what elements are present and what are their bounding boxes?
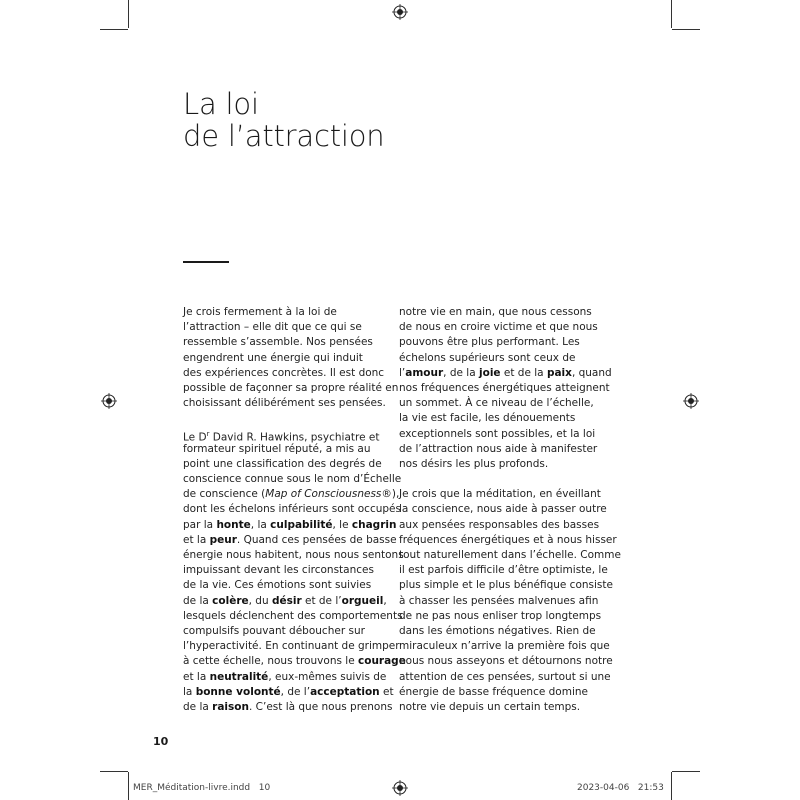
text-line: l’amour, de la joie et de la paix, quand: [399, 366, 612, 379]
keyword: bonne volonté: [195, 685, 281, 698]
keyword: honte: [216, 518, 251, 531]
text-line: à chasser les pensées malvenues afin: [399, 594, 599, 607]
text-line: de conscience (Map of Consciousness®),: [183, 488, 400, 501]
text-line: un sommet. À ce niveau de l’échelle,: [399, 397, 594, 410]
registration-mark-icon: [392, 780, 408, 796]
keyword: peur: [209, 533, 237, 546]
keyword: acceptation: [310, 685, 380, 698]
keyword: orgueil: [341, 594, 384, 607]
crop-mark: [128, 772, 129, 800]
slug-timestamp: 2023-04-06 21:53: [577, 783, 664, 793]
crop-mark: [128, 0, 129, 28]
text-line: il est parfois difficile d’être optimiste, le: [399, 564, 608, 577]
text-line: et la neutralité, eux-mêmes suivis de: [183, 670, 387, 683]
text-line: notre vie depuis un certain temps.: [399, 700, 581, 713]
text-line: Le $D^r$ David R. Hawkins, psychiatre et: [183, 429, 380, 443]
text-line: engendrent une énergie qui induit: [183, 351, 363, 364]
crop-mark: [672, 771, 700, 772]
text-line: de la colère, du désir et de l’orgueil,: [183, 594, 387, 607]
keyword: joie: [479, 366, 501, 379]
keyword: amour: [405, 366, 444, 379]
text-line: échelons supérieurs sont ceux de: [399, 351, 576, 364]
text-line: des expériences concrètes. Il est donc: [183, 366, 385, 379]
text-line: plus simple et le plus bénéfique consiste: [399, 579, 613, 592]
keyword: courage: [358, 655, 406, 668]
text-line: Je crois que la méditation, en éveillant: [399, 488, 601, 501]
text-line: point une classification des degrés de: [183, 457, 382, 470]
text-line: la vie est facile, les dénouements: [399, 412, 576, 425]
crop-mark: [100, 771, 128, 772]
text-line: de l’attraction nous aide à manifester: [399, 442, 598, 455]
crop-mark: [672, 29, 700, 30]
text-line: nos fréquences énergétiques atteignent: [399, 381, 610, 394]
keyword: désir: [271, 594, 302, 607]
text-line: formateur spirituel réputé, a mis au: [183, 442, 371, 455]
text-line: de nous en croire victime et que nous: [399, 321, 598, 334]
crop-mark: [100, 29, 128, 30]
title-line: La loi: [183, 87, 259, 121]
slug-file: MER_Méditation-livre.indd 10: [133, 783, 271, 793]
keyword: colère: [212, 594, 249, 607]
text-line: Je crois fermement à la loi de: [183, 306, 337, 318]
text-line: dont les échelons inférieurs sont occupés: [183, 503, 401, 516]
text-line: nous nous asseyons et détournons notre: [399, 655, 613, 668]
text-line: de la raison. C’est là que nous prenons: [183, 700, 393, 713]
title-line: de l’attraction: [183, 119, 385, 153]
keyword: paix: [546, 366, 572, 379]
text-line: compulsifs pouvant déboucher sur: [183, 624, 365, 637]
text-line: de la vie. Ces émotions sont suivies: [183, 579, 372, 592]
text-line: lesquels déclenchent des comportements: [183, 609, 403, 622]
text-line: la bonne volonté, de l’acceptation et: [183, 685, 394, 698]
registration-mark-icon: [101, 393, 117, 409]
keyword: neutralité: [209, 670, 269, 683]
page-title: [183, 88, 384, 152]
text-line: pouvons être plus performant. Les: [399, 336, 580, 349]
text-line: et la peur. Quand ces pensées de basse: [183, 533, 397, 546]
text-line: nos désirs les plus profonds.: [399, 457, 549, 470]
keyword: raison: [212, 700, 249, 713]
text-line: énergie de basse fréquence domine: [399, 685, 588, 698]
text-line: dans les émotions négatives. Rien de: [399, 624, 596, 637]
left-column: [183, 305, 406, 715]
text-line: choisissant délibérément ses pensées.: [183, 397, 386, 410]
text-line: attention de ces pensées, surtout si une: [399, 670, 611, 683]
text-line: impuissant devant les circonstances: [183, 564, 374, 577]
text-line: énergie nous habitent, nous nous sentons: [183, 549, 404, 561]
text-line: l’hyperactivité. En continuant de grimper: [183, 640, 400, 653]
text-line: ressemble s’assemble. Nos pensées: [183, 336, 373, 349]
registration-mark-icon: [392, 4, 408, 20]
page-number: 10: [153, 735, 169, 748]
text-line: à cette échelle, nous trouvons le courage: [183, 655, 406, 668]
text-line: exceptionnels sont possibles, et la loi: [399, 427, 596, 440]
text-line: possible de façonner sa propre réalité en: [183, 381, 399, 394]
keyword: culpabilité: [270, 518, 333, 531]
right-column: [399, 305, 621, 715]
crop-mark: [671, 772, 672, 800]
text-line: notre vie en main, que nous cessons: [399, 306, 592, 318]
text-line: la conscience, nous aide à passer outre: [399, 503, 607, 516]
text-line: miraculeux n’arrive la première fois que: [399, 640, 610, 653]
text-line: par la honte, la culpabilité, le chagrin: [183, 518, 397, 531]
text-line: l’attraction – elle dit que ce qui se: [183, 321, 362, 334]
text-line: de ne pas nous enliser trop longtemps: [399, 609, 602, 622]
registration-mark-icon: [683, 393, 699, 409]
text-line: fréquences énergétiques et à nous hisser: [399, 533, 617, 546]
text-line: conscience connue sous le nom d’Échelle: [183, 473, 402, 486]
text-line: tout naturellement dans l’échelle. Comme: [399, 549, 621, 561]
crop-mark: [671, 0, 672, 28]
text-line: aux pensées responsables des basses: [399, 518, 600, 531]
title-divider: [183, 261, 229, 263]
keyword: chagrin: [351, 518, 397, 531]
